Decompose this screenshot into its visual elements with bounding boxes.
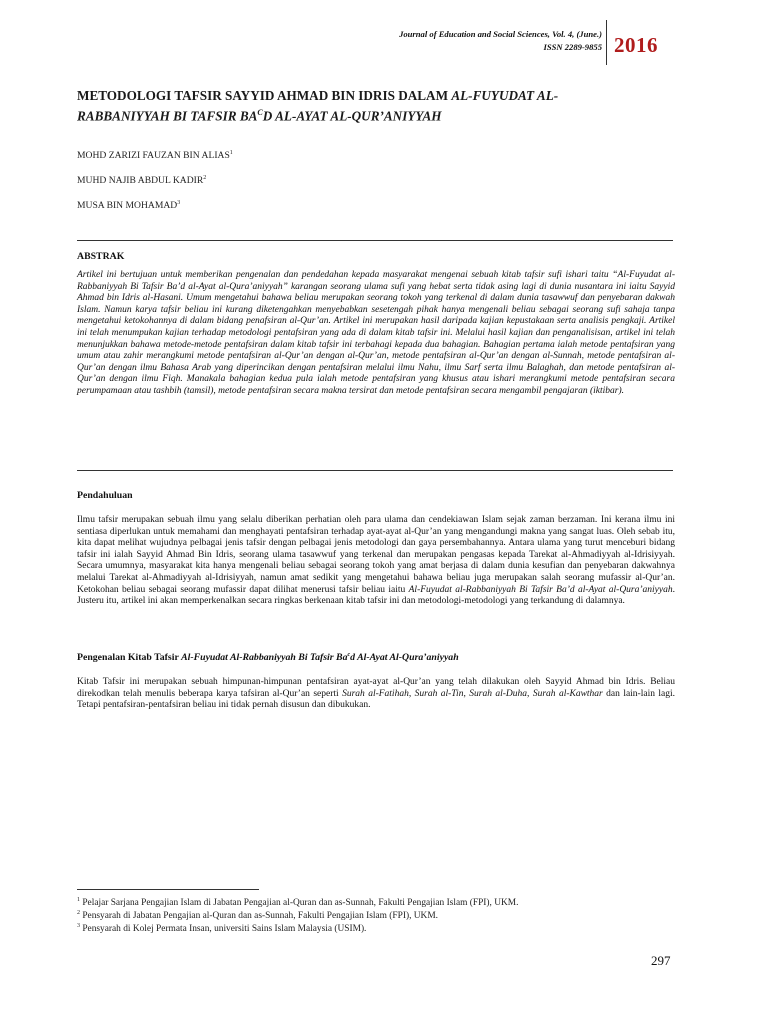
author-name: MUSA BIN MOHAMAD <box>77 200 178 211</box>
kitab-heading-italic-1: Al-Fuyudat Al-Rabbaniyyah Bi Tafsir Ba <box>181 652 348 663</box>
kitab-text: Kitab Tafsir ini merupakan sebuah himpunan-himpunan pentafsiran ayat-ayat al-Qur’an yang telah dilakukan oleh Sayyid Ahmad bin Idris. Beliau direkodkan telah menulis beberapa karya tafsiran al-Qur’an seperti <box>77 677 675 699</box>
paper-title <box>77 88 637 124</box>
title-part-1: METODOLOGI TAFSIR SAYYID AHMAD BIN IDRIS DALAM <box>77 88 452 103</box>
author-ref: 1 <box>229 150 233 156</box>
intro-text: Ilmu tafsir merupakan sebuah ilmu yang selalu diberikan perhatian oleh para ulama dan cendekiawan Islam sejak zaman berzaman. Ini kerana ilmu ini sentiasa diperlukan untuk memahami dan menghayati pentafsiran terhadap ayat-ayat al-Qur’an yang mengandungi makna yang sangat luas. Oleh sebab itu, kita dapat melihat wujudnya pelbagai jenis tafsir dengan pelbagai jenis metodologi dan gaya persembahannya. Antara ulama yang turut menceburi bidang tafsir ini ialah Sayyid Ahmad Bin Idris, seorang ulama tasawwuf yang terkenal dan merupakan pengasas kepada Tarekat al-Ahmadiyyah al-Idrisiyyah. Secara umumnya, masyarakat kita hanya mengenali beliau sebagai seorang tokoh yang amat berjasa di dalam dunia kesufian dan penyebaran dakwahnya melalui Tarekat al-Ahmadiyyah al-Idrisiyyah, namun amat sedikit yang mengetahui bahawa beliau juga merupakan salah seorang mufassir al-Qur’an. Ketokohan beliau sebagai seorang mufassir dapat dilihat menerusi tafsir beliau iaitu <box>77 515 675 595</box>
separator: , <box>527 688 533 699</box>
author-2 <box>77 175 206 186</box>
author-ref: 2 <box>203 175 207 181</box>
surah-tin: Surah al-Tin <box>414 688 464 699</box>
journal-year: 2016 <box>614 33 658 57</box>
footnote-2 <box>77 910 438 921</box>
footnote-rule <box>77 889 259 890</box>
kitab-heading-italic-2: d Al-Ayat Al-Qura’aniyyah <box>350 652 459 663</box>
footnote-text: Pensyarah di Kolej Permata Insan, universiti Sains Islam Malaysia (USIM). <box>82 924 367 934</box>
page-number: 297 <box>651 953 671 968</box>
section-heading-intro: Pendahuluan <box>77 490 133 501</box>
footnote-3 <box>77 923 366 934</box>
author-1 <box>77 150 233 161</box>
author-name: MUHD NAJIB ABDUL KADIR <box>77 175 204 186</box>
intro-paragraph <box>77 515 675 608</box>
journal-issn: ISSN 2289-9855 <box>543 41 602 52</box>
author-ref: 3 <box>177 200 181 206</box>
footnote-text: Pelajar Sarjana Pengajian Islam di Jabatan Pengajian al-Quran dan as-Sunnah, Fakulti Pengajian Islam (FPI), UKM. <box>82 898 519 908</box>
abstract-heading: ABSTRAK <box>77 251 125 262</box>
title-line-1 <box>77 88 637 105</box>
header-divider <box>606 20 607 65</box>
intro-text-end: . Justeru itu, artikel ini akan memperkenalkan secara ringkas berkenaan kitab tafsir ini dan metodologi-metodologi yang terkandung di dalamnya. <box>77 584 675 607</box>
abstract-body: Artikel ini bertujuan untuk memberikan pengenalan dan pendedahan kepada masyarakat mengenai sebuah kitab tafsir sufi ishari taitu “Al-Fuyudat al-Rabbaniyyah Bi Tafsir Ba’d al-Ayat al-Qura’aniyyah” karangan seorang ulama sufi yang hebat serta tidak asing lagi di dunia nusantara ini iaitu Sayyid Ahmad bin Idris al-Hasani. Umum mengetahui bahawa beliau merupakan seorang tokoh yang terkenal di dalam dunia tasawwuf dan penyebaran dakwah Islam. Namun karya tafsir beliau ini kurang diketengahkan menyebabkan sesetengah pihak hanya mengenali beliau sebagai seorang sufi sahaja tanpa mengetahui ketokohannya di dalam bidang penafsiran al-Qur’an. Artikel ini merupakan hasil daripada kajian kepustakaan serta analisis pengkaji. Artikel ini telah menumpukan kajian terhadap metodologi pentafsiran yang ada di dalam kitab tafsir ini. Melalui hasil kajian dan penganalisisan, artikel ini telah menunjukkan bahawa metode-metode pentafsiran dalam kitab tafsir ini terbahagi kepada dua bahagian. Bahagian pertama ialah metode pentafsiran yang umum atau zahir merangkumi metode pentafsiran al-Qur’an dengan al-Qur’an, metode pentafsiran al-Qur’an dengan al-Sunnah, metode pentafsiran al-Qur’an dengan ilmu Bahasa Arab yang diperincikan dengan pentafsiran melalui ilmu Nahu, ilmu Sarf serta ilmu Balaghah, dan metode pentafsiran al-Qur’an dengan ilmu Fiqh. Manakala bahagian kedua pula ialah metode pentafsiran yang khusus atau ishari merangkumi metode pentafsiran secara perumpamaan atau tashbih (tamsil), metode pentafsiran secara makna tersirat dan metode pentafsiran secara mengambil pengajaran (iktibar). <box>77 270 675 396</box>
footnote-1 <box>77 897 518 908</box>
abstract-top-rule <box>77 240 673 241</box>
author-name: MOHD ZARIZI FAUZAN BIN ALIAS <box>77 150 230 161</box>
journal-header <box>399 28 602 53</box>
title-line-2 <box>77 105 637 125</box>
separator: , <box>463 688 470 699</box>
title-part-2a: RABBANIYYAH BI TAFSIR BA <box>77 107 258 123</box>
footnote-ref: 2 <box>77 910 80 916</box>
kitab-heading-sup: c <box>347 652 351 658</box>
title-part-1-italic: AL-FUYUDAT AL- <box>451 88 559 103</box>
separator: , <box>408 688 415 699</box>
title-sup: C <box>257 107 263 117</box>
footnote-ref: 3 <box>77 923 80 929</box>
abstract-bottom-rule <box>77 470 673 471</box>
footnote-text: Pensyarah di Jabatan Pengajian al-Quran dan as-Sunnah, Fakulti Pengajian Islam (FPI), UKM. <box>82 911 438 921</box>
kitab-text-end: dan lain-lain lagi. Tetapi pentafsiran-pentafsiran beliau ini tidak pernah disusun dan dibukukan. <box>77 688 676 711</box>
intro-text-italic: Al-Fuyudat al-Rabbaniyyah Bi Tafsir Ba’d al-Ayat al-Qura’aniyyah <box>408 584 673 595</box>
surah-duha: Surah al-Duha <box>469 688 528 699</box>
surah-fatihah: Surah al-Fatihah <box>342 688 409 699</box>
kitab-heading-text: Pengenalan Kitab Tafsir <box>77 652 182 663</box>
section-heading-kitab <box>77 652 459 663</box>
journal-name: Journal of Education and Social Sciences, Vol. 4, (June.) <box>399 29 602 39</box>
title-part-2b: D AL-AYAT AL-QUR’ANIYYAH <box>262 107 442 123</box>
surah-kawthar: Surah al-Kawthar <box>532 688 603 699</box>
footnote-ref: 1 <box>77 897 80 903</box>
author-3 <box>77 200 180 211</box>
kitab-paragraph <box>77 677 675 712</box>
